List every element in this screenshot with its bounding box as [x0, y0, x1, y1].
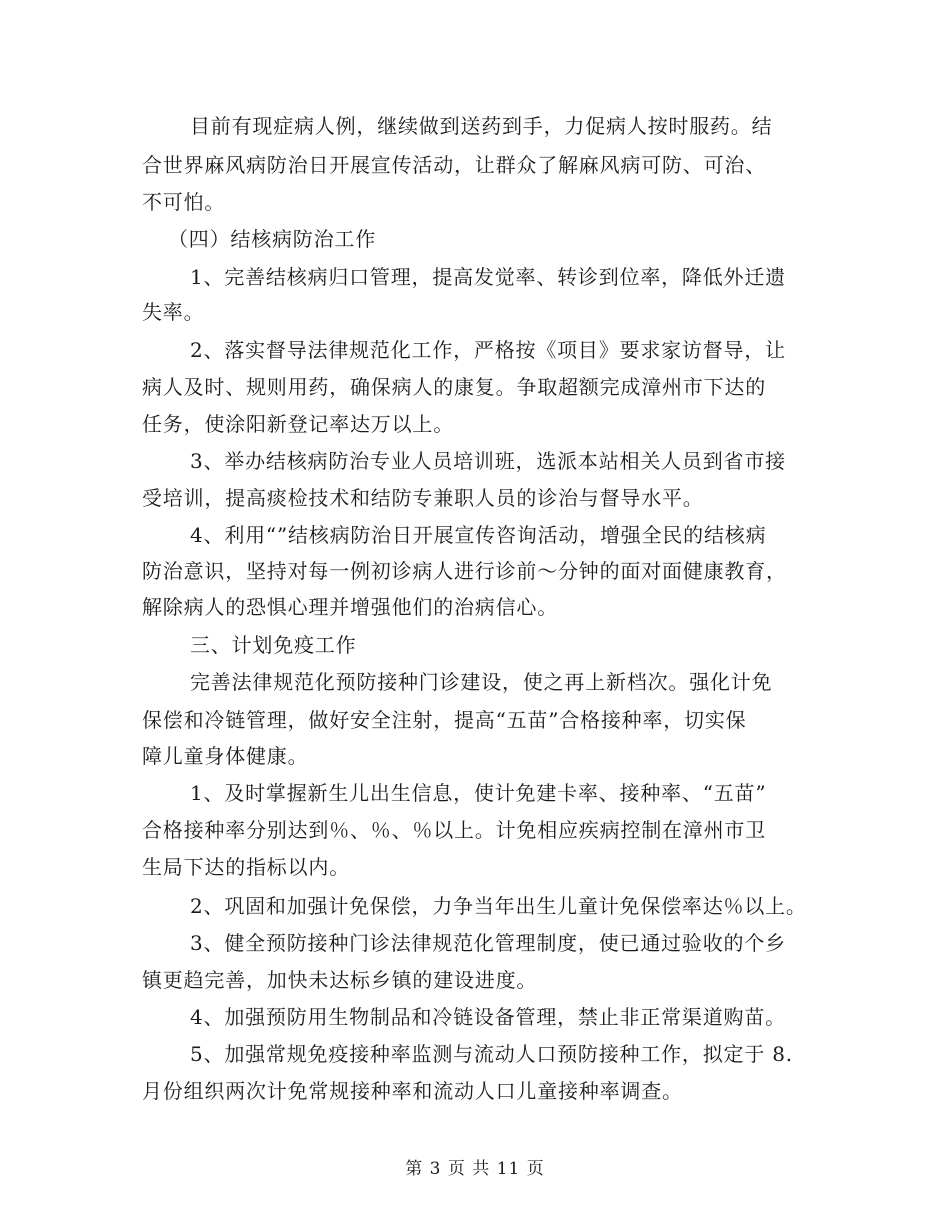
- text-line: 失率。: [142, 300, 205, 324]
- text-line: 2、巩固和加强计免保偿，力争当年出生儿童计免保偿率达％以上。: [190, 894, 807, 918]
- text-line: 任务，使涂阳新登记率达万以上。: [142, 412, 454, 436]
- text-line: 防治意识，坚持对每一例初诊病人进行诊前～分钟的面对面健康教育，: [142, 559, 787, 583]
- text-line: 解除病人的恐惧心理并增强他们的治病信心。: [142, 595, 558, 619]
- page-footer: 第 3 页 共 11 页: [405, 1159, 545, 1179]
- text-line: 合世界麻风病防治日开展宣传活动，让群众了解麻风病可防、可治、: [142, 153, 766, 177]
- section-heading: 三、计划免疫工作: [190, 633, 357, 657]
- text-line: 1、及时掌握新生儿出生信息，使计免建卡率、接种率、“五苗”: [190, 781, 767, 805]
- text-line: 4、利用“”结核病防治日开展宣传咨询活动，增强全民的结核病: [190, 523, 767, 547]
- text-line: 3、健全预防接种门诊法律规范化管理制度，使已通过验收的个乡: [190, 931, 786, 955]
- text-line: 4、加强预防用生物制品和冷链设备管理，禁止非正常渠道购苗。: [190, 1005, 786, 1029]
- section-heading: （四）结核病防治工作: [168, 227, 376, 251]
- text-line: 完善法律规范化预防接种门诊建设，使之再上新档次。强化计免: [190, 670, 773, 694]
- text-line: 不可怕。: [142, 190, 226, 214]
- text-line: 目前有现症病人例，继续做到送药到手，力促病人按时服药。结: [190, 114, 773, 138]
- text-line: 障儿童身体健康。: [142, 744, 309, 768]
- text-line: 镇更趋完善，加快未达标乡镇的建设进度。: [142, 968, 538, 992]
- text-line: 保偿和冷链管理，做好安全注射，提高“五苗”合格接种率，切实保: [142, 708, 747, 732]
- text-line: 2、落实督导法律规范化工作，严格按《项目》要求家访督导，让: [190, 338, 786, 362]
- text-line: 生局下达的指标以内。: [142, 855, 350, 879]
- text-line: 月份组织两次计免常规接种率和流动人口儿童接种率调查。: [142, 1079, 683, 1103]
- text-line: 1、完善结核病归口管理，提高发觉率、转诊到位率，降低外迁遗: [190, 265, 786, 289]
- text-line: 合格接种率分别达到％、％、％以上。计免相应疾病控制在漳州市卫: [142, 818, 766, 842]
- text-line: 5、加强常规免疫接种率监测与流动人口预防接种工作，拟定于 8.: [190, 1042, 793, 1066]
- text-line: 病人及时、规则用药，确保病人的康复。争取超额完成漳州市下达的: [142, 375, 766, 399]
- text-line: 3、举办结核病防治专业人员培训班，选派本站相关人员到省市接: [190, 449, 786, 473]
- text-line: 受培训，提高痰检技术和结防专兼职人员的诊治与督导水平。: [142, 486, 704, 510]
